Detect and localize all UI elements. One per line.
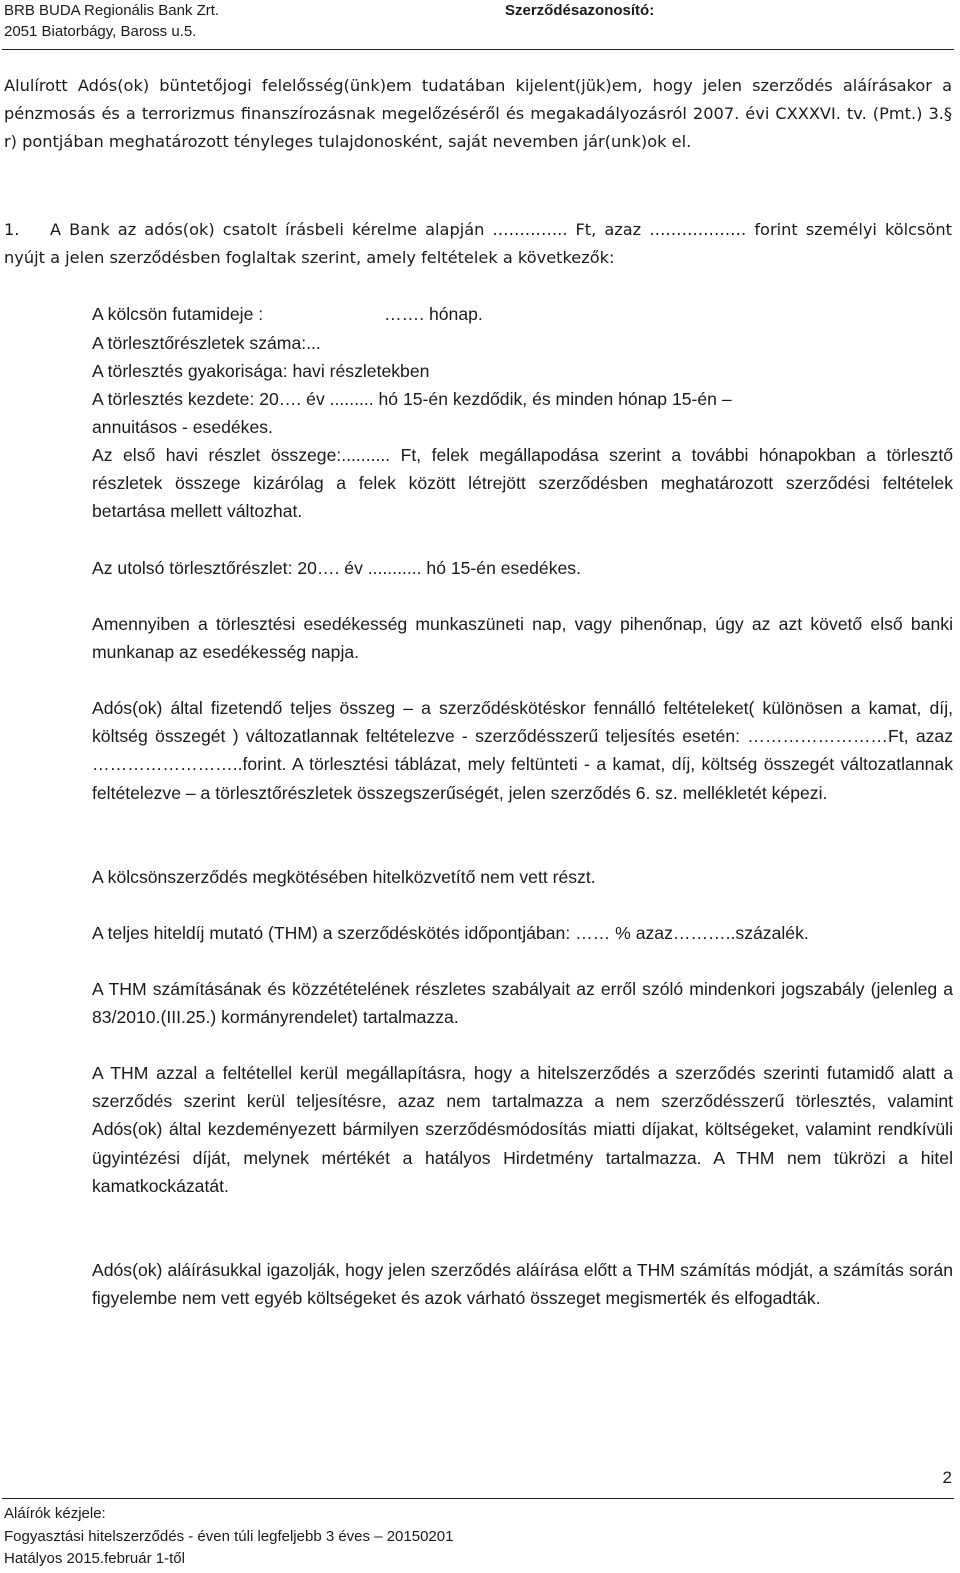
- torlesztoreszletek-szama: A törlesztőrészletek száma:...: [92, 333, 321, 353]
- footer-signers: Aláírók kézjele:: [4, 1505, 106, 1522]
- footer-document-title: Fogyasztási hitelszerződés - éven túli legfeljebb 3 éves – 20150201: [4, 1528, 454, 1545]
- section-1: [4, 216, 952, 272]
- page-header: [0, 0, 960, 46]
- section-1-text: A Bank az adós(ok) csatolt írásbeli kérelme alapján ………….. Ft, azaz ……………… forint személyi kölcsönt nyújt a jelen szerződésben foglaltak szerint, amely feltételek a következők:: [4, 220, 952, 268]
- paragraph-igazolas: Adós(ok) aláírásukkal igazolják, hogy jelen szerződés aláírása előtt a THM számítás módját, a számítás során figyelembe nem vett egyéb költségeket és azok várható összeget megismerték és elfogadták.: [92, 1260, 953, 1309]
- futamido-value: ……. hónap.: [384, 304, 483, 324]
- bank-address: 2051 Biatorbágy, Baross u.5.: [4, 23, 197, 40]
- paragraph-teljes-osszeg: Adós(ok) által fizetendő teljes összeg – a szerződéskötéskor fennálló feltételeket( különösen a kamat, díj, költség összegét ) változatlannak feltételezve - szerződésszerű teljesítés esetén: ……………………Ft, azaz ……………………..forint. A törlesztési táblázat, mely feltünteti - a kamat, díj, költség összegét változatlannak feltételezve – a törlesztőrészletek összegszerűségét, jelen szerződés 6. sz. mellékletét képezi.: [92, 698, 953, 803]
- paragraph-hitelkozvetito: A kölcsönszerződés megkötésében hitelközvetítő nem vett részt.: [92, 867, 596, 887]
- intro-declaration: Alulírott Adós(ok) büntetőjogi felelősség(ünk)em tudatában kijelent(jük)em, hogy jelen szerződés aláírásakor a pénzmosás és a terrorizmus finanszírozásnak megelőzéséről és megakadályozásról 2007. évi CXXXVI. tv. (Pmt.) 3.§ r) pontjában meghatározott tényleges tulajdonosként, saját nevemben jár(unk)ok el.: [4, 76, 952, 152]
- torlesztes-annuitasos: annuitásos - esedékes.: [92, 417, 273, 437]
- paragraph-thm-feltetel: A THM azzal a feltétellel kerül megállapításra, hogy a hitelszerződés a szerződés szerinti futamidő alatt a szerződés szerint kerül teljesítésre, azaz nem tartalmazza a nem szerződésszerű törlesztés, valamint Adós(ok) által kezdeményezett bármilyen szerződésmódosítás miatti díjakat, költségeket, valamint rendkívüli ügyintézési díját, melynek mértékét a hatályos Hirdetmény tartalmazza. A THM nem tükrözi a hitel kamatkockázatát.: [92, 1063, 953, 1196]
- contract-id-label: Szerződésazonosító:: [505, 2, 655, 19]
- torlesztes-kezdete: A törlesztés kezdete: 20…. év ......... hó 15-én kezdődik, és minden hónap 15-én –: [92, 389, 732, 409]
- utolso-torlesztoreszlet: Az utolsó törlesztőrészlet: 20…. év ........... hó 15-én esedékes.: [92, 558, 581, 578]
- header-divider: [2, 49, 954, 50]
- section-1-number: 1.: [4, 220, 20, 239]
- elso-havi-reszlet: Az első havi részlet összege:.......... Ft, felek megállapodása szerint a további hónapokban a törlesztő részletek összege kizárólag a felek között létrejött szerződésben meghatározott szerződési feltételek betartása mellett változhat.: [92, 445, 953, 522]
- paragraph-thm: A teljes hiteldíj mutató (THM) a szerződéskötés időpontjában: …… % azaz………..százalék.: [92, 923, 809, 943]
- bank-name: BRB BUDA Regionális Bank Zrt.: [4, 2, 220, 19]
- footer-divider: [2, 1498, 954, 1499]
- footer-effective-date: Hatályos 2015.február 1-től: [4, 1550, 185, 1567]
- paragraph-thm-szabalyok: A THM számításának és közzétételének részletes szabályait az erről szóló mindenkori jogszabály (jelenleg a 83/2010.(III.25.) kormányrendelet) tartalmazza.: [92, 979, 953, 1028]
- paragraph-munkaszuneti-nap: Amennyiben a törlesztési esedékesség munkaszüneti nap, vagy pihenőnap, úgy az azt követő első banki munkanap az esedékesség napja.: [92, 614, 953, 663]
- page-number: 2: [942, 1468, 952, 1487]
- futamido-label: A kölcsön futamideje :: [92, 304, 264, 324]
- torlesztes-gyakorisaga: A törlesztés gyakorisága: havi részletekben: [92, 361, 430, 381]
